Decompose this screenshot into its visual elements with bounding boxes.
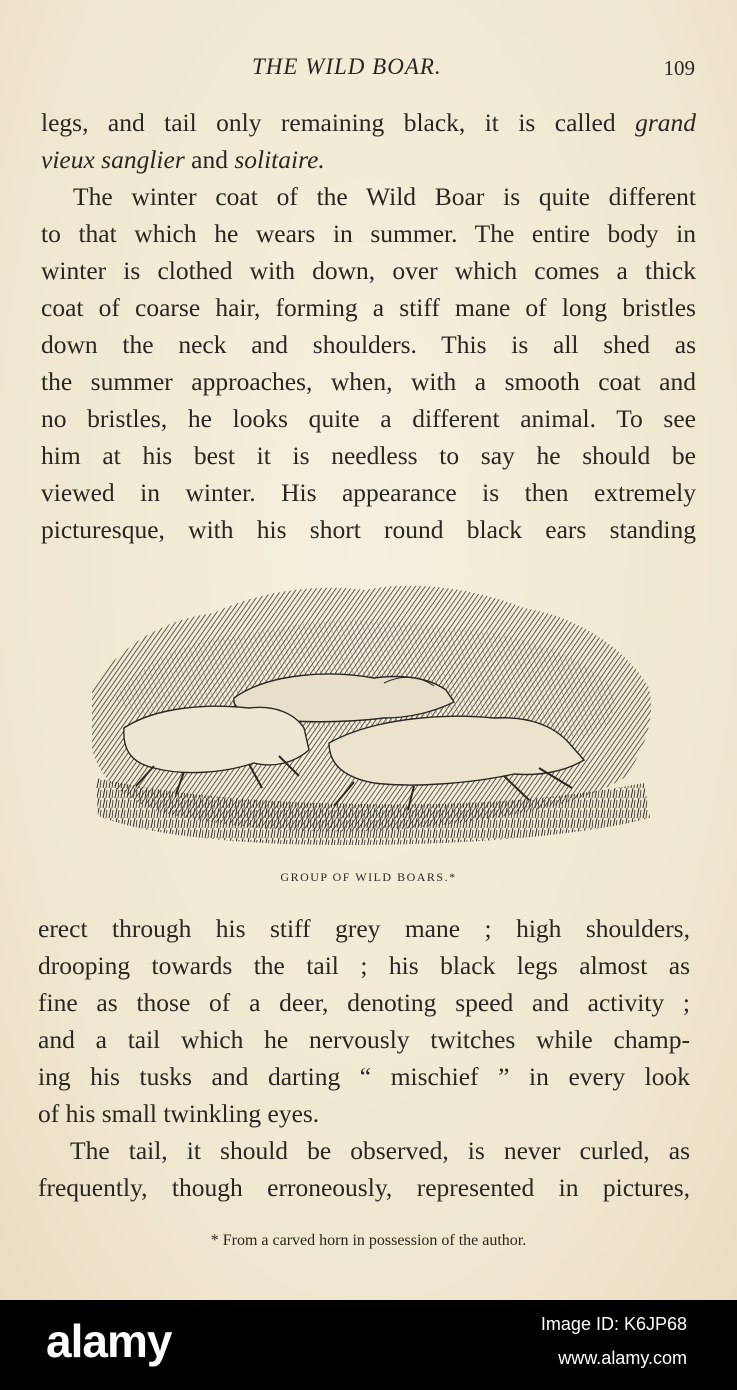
paragraph-three-line: and a tail which he nervously twitches while champ- [38, 1025, 690, 1054]
italic-term-solitaire: solitaire. [234, 145, 325, 174]
paragraph-two-line: down the neck and shoulders. This is all shed as [41, 330, 696, 359]
wild-boars-engraving [84, 578, 656, 850]
figure-caption: GROUP OF WILD BOARS.* [280, 870, 457, 884]
paragraph-one-text: legs, and tail only remaining black, it is called [41, 108, 616, 137]
paragraph-one-line-1 [41, 104, 696, 141]
paragraph-two-line: no bristles, he looks quite a different animal. To see [41, 404, 696, 433]
running-title: THE WILD BOAR. [252, 54, 442, 79]
paragraph-three-line: of his small twinkling eyes. [38, 1099, 320, 1128]
watermark-image-id: Image ID: K6JP68 [540, 1314, 687, 1334]
lower-text [38, 910, 690, 1206]
paragraph-four-line: frequently, though erroneously, represented in pictures, [38, 1173, 690, 1202]
watermark-bar [0, 1300, 737, 1390]
paragraph-two-line: The winter coat of the Wild Boar is quite different [73, 182, 696, 211]
italic-term-vieux-sanglier: vieux sanglier [41, 145, 185, 174]
paragraph-two-line: picturesque, with his short round black ears standing [41, 515, 696, 544]
paragraph-two-line: coat of coarse hair, forming a stiff mane of long bristles [41, 293, 696, 322]
upper-text [41, 104, 696, 548]
paragraph-two-line: viewed in winter. His appearance is then extremely [41, 478, 696, 507]
paragraph-four-line: The tail, it should be observed, is never curled, as [70, 1136, 690, 1165]
paragraph-three-line: fine as those of a deer, denoting speed and activity ; [38, 988, 690, 1017]
footnote: * From a carved horn in possession of the author. [210, 1232, 527, 1249]
conjunction-and: and [191, 145, 228, 174]
paragraph-two-line: to that which he wears in summer. The entire body in [41, 219, 696, 248]
paragraph-three-line: erect through his stiff grey mane ; high shoulders, [38, 914, 690, 943]
paragraph-two-line: him at his best it is needless to say he should be [41, 441, 696, 470]
paragraph-three-line: ing his tusks and darting “ mischief ” in every look [38, 1062, 690, 1091]
watermark-url: www.alamy.com [558, 1348, 687, 1368]
paragraph-two-line: the summer approaches, when, with a smooth coat and [41, 367, 696, 396]
page-number: 109 [663, 56, 695, 80]
paragraph-three-line: drooping towards the tail ; his black legs almost as [38, 951, 690, 980]
paragraph-one-line-2 [41, 141, 696, 178]
paragraph-two-line: winter is clothed with down, over which comes a thick [41, 256, 696, 285]
italic-term-grand: grand [635, 108, 696, 137]
watermark-logo: alamy [46, 1315, 172, 1367]
running-head [0, 54, 737, 84]
